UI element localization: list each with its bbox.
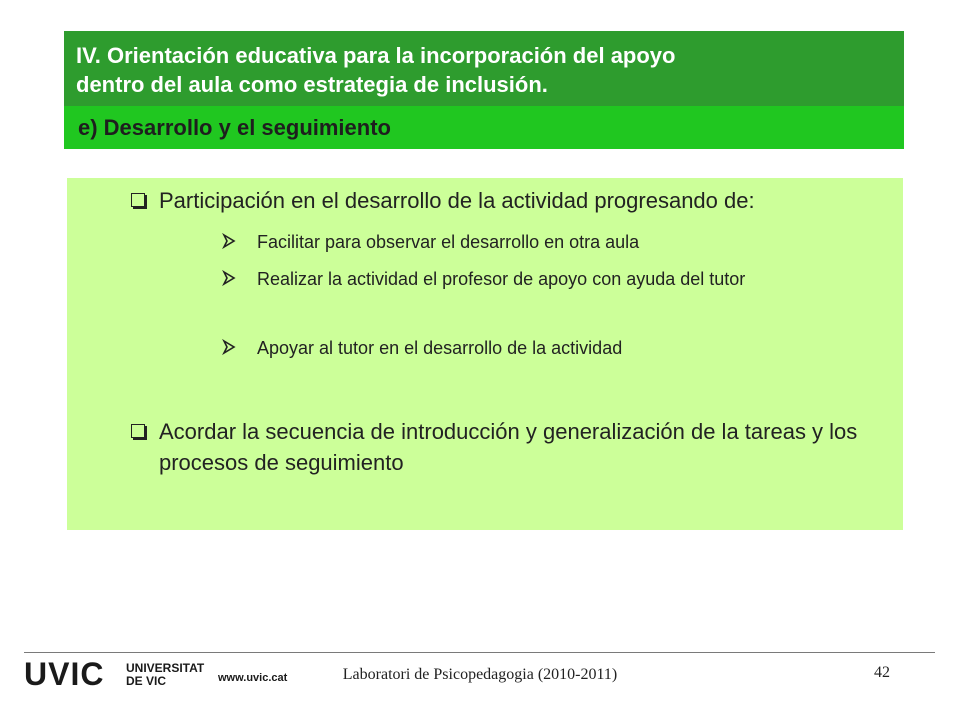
arrow-right-icon bbox=[221, 233, 237, 249]
checkbox-icon bbox=[131, 424, 145, 438]
slide-subtitle-bar bbox=[64, 106, 904, 149]
sub-item-text: Facilitar para observar el desarrollo en otra aula bbox=[257, 232, 640, 252]
slide-title-line1: IV. Orientación educativa para la incorporación del apoyo bbox=[76, 43, 676, 68]
slide-subtitle: e) Desarrollo y el seguimiento bbox=[78, 115, 391, 140]
logo-sub-line1: UNIVERSITAT bbox=[126, 661, 205, 675]
content-box bbox=[67, 178, 903, 530]
sub-item-realizar bbox=[221, 264, 861, 294]
sub-item-facilitar bbox=[221, 227, 861, 257]
footer-divider bbox=[24, 652, 935, 653]
slide-title bbox=[76, 41, 892, 99]
sub-item-text: Apoyar al tutor en el desarrollo de la actividad bbox=[257, 338, 623, 358]
logo-sub-line2: DE VIC bbox=[126, 674, 167, 688]
slide-title-bar bbox=[64, 31, 904, 106]
logo-subtext bbox=[126, 662, 204, 688]
uvic-logo bbox=[24, 656, 205, 692]
bullet-item-acordar bbox=[127, 416, 867, 478]
checkbox-icon bbox=[131, 193, 145, 207]
bullet-text: Acordar la secuencia de introducción y generalización de la tareas y los procesos de seguimiento bbox=[159, 419, 858, 475]
sub-item-text: Realizar la actividad el profesor de apoyo con ayuda del tutor bbox=[257, 269, 746, 289]
arrow-right-icon bbox=[221, 270, 237, 286]
logo-wordmark: UVIC bbox=[24, 656, 105, 692]
page-number: 42 bbox=[874, 664, 890, 681]
site-url[interactable]: www.uvic.cat bbox=[218, 672, 288, 684]
bullet-item-participacion bbox=[127, 185, 867, 216]
arrow-right-icon bbox=[221, 339, 237, 355]
footer-course-label: Laboratori de Psicopedagogia (2010-2011) bbox=[342, 666, 618, 683]
sub-item-apoyar bbox=[221, 333, 861, 363]
slide-title-line2: dentro del aula como estrategia de inclusión. bbox=[76, 72, 548, 97]
bullet-text: Participación en el desarrollo de la actividad progresando de: bbox=[159, 188, 755, 213]
